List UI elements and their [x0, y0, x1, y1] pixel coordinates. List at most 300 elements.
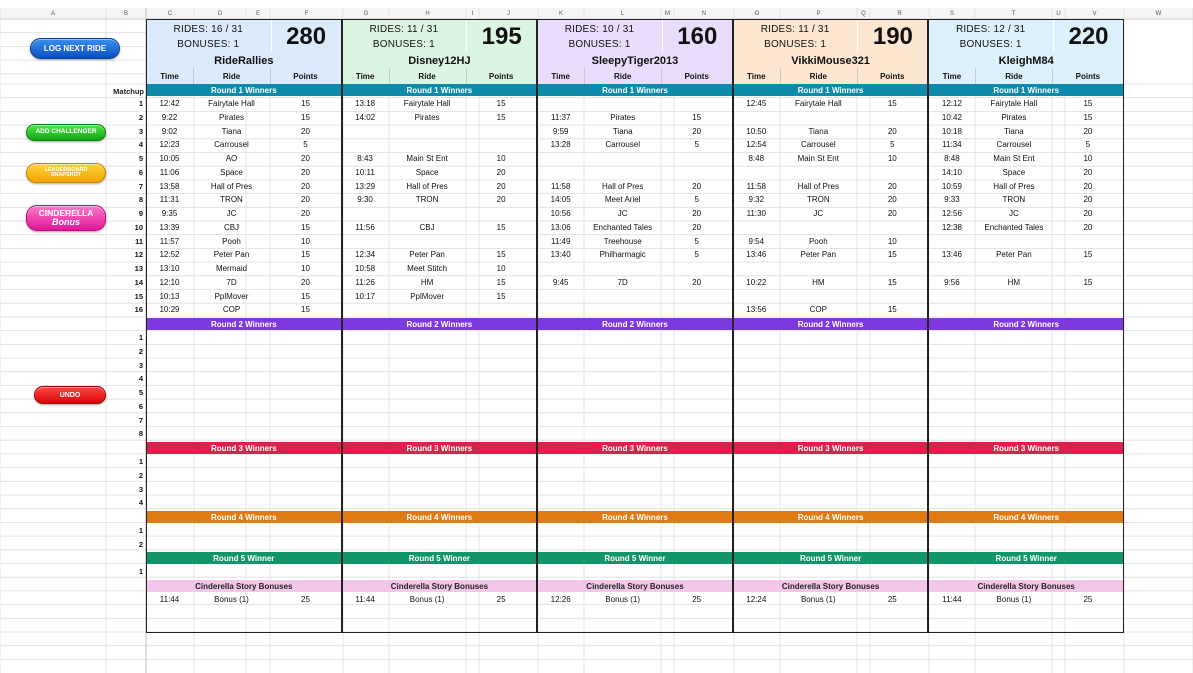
entry-ride: Main St Ent — [406, 154, 448, 163]
entry-time: 9:35 — [161, 209, 178, 218]
matchup-number: 3 — [138, 484, 143, 494]
entry-time: 11:49 — [550, 236, 571, 246]
entry-time: 10:17 — [355, 291, 376, 301]
entry-time: 9:22 — [161, 112, 178, 122]
log-next-ride-label: LOG NEXT RIDE — [43, 43, 107, 53]
entry-ride: JC — [226, 209, 237, 218]
entry-time: 13:46 — [746, 250, 767, 260]
entry-points: 20 — [887, 209, 897, 218]
subheader-divider — [661, 68, 662, 84]
entry-ride: 7D — [226, 277, 237, 287]
round-band-r2: Round 2 Winners — [733, 318, 929, 330]
entry-ride: Peter Pan — [409, 250, 445, 260]
entry-ride: Carrousel — [800, 140, 836, 150]
round-band-r4: Round 4 Winners — [733, 511, 929, 523]
column-header-i[interactable]: I — [471, 11, 474, 17]
round-band-r3: Round 3 Winners — [342, 442, 538, 454]
matchup-number: 9 — [138, 209, 143, 218]
bonus-ride: Bonus (1) — [409, 595, 445, 604]
entry-time: 8:43 — [357, 154, 373, 163]
round-band-r4: Round 4 Winners — [342, 511, 538, 523]
bonus-points: 25 — [887, 595, 897, 604]
entry-points: 15 — [496, 99, 506, 108]
entry-points: 20 — [301, 277, 310, 287]
entry-ride: Enchanted Tales — [593, 222, 653, 232]
subheader-ride: Ride — [1005, 71, 1023, 81]
entry-points: 15 — [496, 250, 506, 260]
column-header-l[interactable]: L — [620, 11, 625, 17]
bonus-ride: Bonus (1) — [214, 595, 249, 604]
entry-points: 20 — [496, 167, 506, 177]
entry-time: 9:33 — [944, 195, 960, 205]
bonuses-count: BONUSES: 1 — [764, 38, 827, 50]
column-header-c[interactable]: C — [167, 11, 173, 17]
entry-points: 10 — [496, 264, 506, 273]
cinderella-label: CINDERELLA — [38, 208, 94, 219]
entry-points: 15 — [1083, 112, 1093, 122]
round-band-r4: Round 4 Winners — [928, 511, 1124, 523]
player-score: 280 — [286, 22, 327, 50]
entry-time: 12:38 — [941, 222, 962, 232]
entry-points: 20 — [692, 222, 702, 232]
entry-time: 8:48 — [944, 154, 960, 163]
player-score: 220 — [1068, 22, 1109, 50]
entry-ride: Fairytale Hall — [794, 99, 842, 108]
entry-time: 11:57 — [159, 236, 180, 246]
column-header-r[interactable]: R — [897, 11, 902, 17]
bonus-time: 12:24 — [746, 595, 767, 604]
matchup-number: 1 — [138, 567, 143, 576]
entry-time: 13:18 — [355, 99, 376, 108]
entry-points: 10 — [496, 154, 506, 163]
entry-ride: COP — [809, 305, 827, 315]
entry-time: 13:39 — [159, 222, 180, 232]
add-challenger-button[interactable] — [26, 124, 106, 141]
matchup-number: 5 — [138, 388, 143, 397]
undo-button[interactable] — [34, 386, 106, 404]
add-challenger-label: ADD CHALLENGER — [35, 128, 97, 136]
entry-points: 20 — [1083, 167, 1093, 177]
entry-time: 12:34 — [355, 250, 376, 260]
entry-points: 5 — [694, 250, 699, 260]
entry-time: 9:30 — [357, 195, 373, 205]
subheader-divider — [1052, 68, 1053, 84]
entry-ride: Space — [1002, 167, 1026, 177]
entry-time: 9:45 — [552, 277, 569, 287]
bonus-points: 25 — [1083, 595, 1093, 604]
column-header-t[interactable]: T — [1011, 11, 1016, 17]
entry-points: 20 — [301, 126, 310, 136]
entry-time: 11:34 — [942, 140, 962, 150]
entry-ride: HM — [812, 277, 825, 287]
column-header-s[interactable]: S — [949, 11, 954, 17]
matchup-number: 6 — [138, 167, 143, 177]
entry-time: 10:05 — [159, 154, 180, 163]
matchup-number: 8 — [138, 195, 143, 205]
subheader-divider — [389, 68, 390, 84]
entry-time: 12:52 — [159, 250, 180, 260]
entry-time: 11:56 — [355, 222, 375, 232]
entry-points: 15 — [496, 112, 506, 122]
matchup-number: 2 — [138, 539, 143, 549]
entry-ride: Tiana — [808, 126, 829, 136]
matchup-number: 14 — [134, 277, 143, 287]
entry-time: 11:06 — [159, 167, 180, 177]
column-header-o[interactable]: O — [754, 11, 760, 17]
entry-ride: CBJ — [223, 222, 240, 232]
entry-ride: Philharmagic — [599, 250, 646, 260]
entry-time: 10:50 — [746, 126, 767, 136]
entry-points: 15 — [301, 99, 310, 108]
matchup-number: 4 — [138, 374, 143, 384]
matchup-number: 8 — [138, 429, 143, 439]
entry-time: 11:58 — [746, 181, 767, 191]
subheader-points: Points — [1075, 71, 1101, 81]
round-band-r3: Round 3 Winners — [537, 442, 733, 454]
entry-points: 20 — [1083, 126, 1093, 136]
entry-points: 20 — [1083, 209, 1093, 218]
subheader-divider — [857, 68, 858, 84]
matchup-number: 1 — [138, 526, 143, 535]
entry-points: 5 — [694, 195, 699, 205]
entry-ride: Tiana — [612, 126, 633, 136]
subheader-divider — [193, 68, 194, 84]
entry-points: 15 — [1083, 277, 1093, 287]
matchup-number: 10 — [134, 222, 143, 232]
column-header-n[interactable]: N — [701, 11, 707, 17]
entry-ride: Enchanted Tales — [984, 222, 1044, 232]
matchup-number: 12 — [134, 250, 143, 260]
subheader-time: Time — [160, 71, 179, 81]
subheader-points: Points — [293, 71, 318, 81]
column-header-d[interactable]: D — [217, 11, 223, 17]
entry-points: 20 — [887, 195, 897, 205]
entry-points: 15 — [1083, 250, 1093, 260]
player-name: Disney12HJ — [408, 54, 471, 67]
entry-points: 20 — [301, 195, 310, 205]
subheader-divider — [975, 68, 976, 84]
entry-time: 10:18 — [941, 126, 962, 136]
column-header-v[interactable]: V — [1092, 11, 1097, 17]
column-header-b[interactable]: B — [123, 11, 128, 17]
entry-time: 9:56 — [944, 277, 960, 287]
entry-time: 10:59 — [941, 181, 962, 191]
entry-ride: 7D — [617, 277, 628, 287]
subheader-ride: Ride — [418, 71, 436, 81]
entry-ride: Mermaid — [215, 264, 248, 273]
entry-time: 11:37 — [550, 112, 571, 122]
entry-time: 10:56 — [550, 209, 571, 218]
matchup-number: 3 — [138, 126, 143, 136]
player-name: RideRallies — [214, 54, 274, 67]
player-name: VikkiMouse321 — [791, 54, 870, 67]
entry-ride: CBJ — [419, 222, 435, 232]
bonus-time: 11:44 — [942, 595, 962, 604]
entry-ride: Main St Ent — [797, 154, 839, 163]
entry-time: 12:45 — [746, 99, 767, 108]
player-score: 190 — [872, 22, 913, 50]
column-header-e[interactable]: E — [255, 11, 260, 17]
matchup-number: 13 — [134, 264, 143, 273]
entry-time: 10:58 — [355, 264, 376, 273]
matchup-number: 11 — [135, 236, 143, 246]
entry-ride: TRON — [1002, 195, 1026, 205]
entry-points: 20 — [692, 181, 702, 191]
round-band-r5: Round 5 Winner — [733, 552, 929, 564]
entry-points: 20 — [1083, 181, 1093, 191]
bonuses-count: BONUSES: 1 — [959, 38, 1022, 50]
column-header-j[interactable]: J — [507, 11, 510, 17]
entry-time: 12:23 — [159, 140, 180, 150]
entry-points: 20 — [301, 181, 310, 191]
entry-ride: Carrousel — [214, 140, 249, 150]
bonus-time: 11:44 — [159, 595, 180, 604]
bonus-points: 25 — [692, 595, 702, 604]
entry-points: 20 — [496, 195, 506, 205]
round-band-bonus: Cinderella Story Bonuses — [537, 580, 733, 592]
entry-time: 11:31 — [159, 195, 180, 205]
rides-count: RIDES: 10 / 31 — [564, 23, 635, 35]
bonuses-count: BONUSES: 1 — [372, 38, 435, 50]
entry-ride: Treehouse — [603, 236, 642, 246]
entry-points: 20 — [692, 209, 702, 218]
cinderella-bonus-button[interactable] — [26, 205, 106, 231]
entry-ride: Hall of Pres — [406, 181, 448, 191]
entry-time: 13:58 — [159, 181, 180, 191]
entry-time: 10:42 — [941, 112, 962, 122]
round-band-bonus: Cinderella Story Bonuses — [928, 580, 1124, 592]
bonus-points: 25 — [301, 595, 310, 604]
entry-ride: Pirates — [610, 112, 636, 122]
entry-points: 15 — [1083, 99, 1093, 108]
entry-time: 12:12 — [941, 99, 962, 108]
matchup-number: 5 — [138, 154, 143, 163]
round-band-r5: Round 5 Winner — [342, 552, 538, 564]
entry-ride: JC — [813, 209, 824, 218]
entry-ride: Hall of Pres — [602, 181, 644, 191]
matchup-number: 6 — [138, 401, 143, 411]
matchup-label: Matchup — [113, 86, 144, 96]
entry-points: 20 — [301, 167, 310, 177]
column-header-u[interactable]: U — [1056, 11, 1061, 17]
subheader-ride: Ride — [222, 71, 241, 81]
round-band-r3: Round 3 Winners — [733, 442, 929, 454]
subheader-points: Points — [684, 71, 709, 81]
entry-points: 20 — [301, 154, 310, 163]
round-band-bonus: Cinderella Story Bonuses — [733, 580, 929, 592]
column-header-g[interactable]: G — [363, 11, 369, 17]
round-band-r4: Round 4 Winners — [537, 511, 733, 523]
column-header-w[interactable]: W — [1155, 11, 1162, 17]
round-band-r1: Round 1 Winners — [146, 84, 342, 96]
entry-ride: HM — [420, 277, 434, 287]
bonus-ride: Bonus (1) — [800, 595, 836, 604]
entry-points: 5 — [890, 140, 895, 150]
bonuses-count: BONUSES: 1 — [568, 38, 631, 50]
entry-ride: Carrousel — [605, 140, 641, 150]
entry-time: 9:59 — [552, 126, 569, 136]
entry-points: 10 — [301, 264, 310, 273]
log-next-ride-button[interactable] — [30, 38, 120, 59]
subheader-divider — [270, 68, 271, 84]
matchup-number: 2 — [138, 346, 143, 356]
entry-time: 10:29 — [159, 305, 180, 315]
bonus-label: Bonus — [52, 216, 80, 227]
entry-time: 10:22 — [746, 277, 767, 287]
entry-ride: Fairytale Hall — [403, 99, 451, 108]
entry-points: 10 — [301, 236, 310, 246]
entry-points: 15 — [496, 277, 506, 287]
round-band-r4: Round 4 Winners — [146, 511, 342, 523]
entry-ride: Peter Pan — [996, 250, 1032, 260]
entry-points: 15 — [301, 250, 310, 260]
entry-ride: Fairytale Hall — [990, 99, 1038, 108]
entry-points: 20 — [301, 209, 310, 218]
matchup-number: 7 — [138, 181, 143, 191]
entry-ride: Meet Ariel — [604, 195, 641, 205]
bonus-points: 25 — [496, 595, 506, 604]
round-band-r5: Round 5 Winner — [537, 552, 733, 564]
entry-ride: Space — [415, 167, 439, 177]
player-name: SleepyTiger2013 — [591, 54, 679, 67]
player-score: 195 — [481, 22, 522, 50]
bonus-time: 11:44 — [355, 595, 375, 604]
matchup-number: 16 — [134, 305, 143, 315]
matchup-number: 1 — [138, 457, 143, 466]
matchup-number: 3 — [138, 360, 143, 370]
entry-time: 9:54 — [748, 236, 765, 246]
entry-points: 5 — [303, 140, 308, 150]
entry-ride: Main St Ent — [993, 154, 1035, 163]
entry-points: 15 — [887, 305, 897, 315]
entry-ride: Fairytale Hall — [208, 99, 255, 108]
entry-ride: Carrousel — [996, 140, 1032, 150]
rides-count: RIDES: 11 / 31 — [760, 23, 830, 35]
entry-points: 5 — [694, 236, 699, 246]
entry-points: 15 — [496, 291, 506, 301]
matchup-number: 7 — [138, 415, 143, 425]
entry-ride: Space — [220, 167, 243, 177]
bonuses-count: BONUSES: 1 — [177, 38, 240, 50]
entry-points: 15 — [887, 250, 897, 260]
round-band-r1: Round 1 Winners — [928, 84, 1124, 96]
entry-ride: HM — [1007, 277, 1021, 287]
entry-ride: Meet Stitch — [407, 264, 448, 273]
rides-count: RIDES: 12 / 31 — [955, 23, 1026, 35]
entry-time: 11:30 — [746, 209, 767, 218]
entry-points: 10 — [1083, 154, 1093, 163]
entry-time: 9:02 — [161, 126, 178, 136]
entry-time: 8:48 — [748, 154, 765, 163]
round-band-r3: Round 3 Winners — [928, 442, 1124, 454]
round-band-r2: Round 2 Winners — [146, 318, 342, 330]
entry-ride: TRON — [415, 195, 439, 205]
subheader-time: Time — [551, 71, 570, 81]
entry-time: 12:56 — [941, 209, 962, 218]
rides-count: RIDES: 11 / 31 — [369, 23, 439, 35]
column-header-k[interactable]: K — [558, 11, 563, 17]
entry-points: 10 — [887, 236, 897, 246]
entry-time: 13:06 — [550, 222, 571, 232]
entry-ride: JC — [1009, 209, 1019, 218]
entry-points: 20 — [1083, 195, 1093, 205]
entry-ride: Hall of Pres — [797, 181, 839, 191]
entry-time: 11:26 — [355, 277, 375, 287]
subheader-points: Points — [488, 71, 514, 81]
matchup-number: 2 — [138, 112, 143, 122]
matchup-number: 4 — [138, 140, 143, 150]
subheader-divider — [584, 68, 585, 84]
entry-time: 10:11 — [355, 167, 375, 177]
rides-count: RIDES: 16 / 31 — [173, 23, 244, 35]
entry-points: 15 — [887, 277, 897, 287]
bonus-ride: Bonus (1) — [605, 595, 641, 604]
entry-points: 15 — [496, 222, 506, 232]
subheader-ride: Ride — [809, 71, 827, 81]
entry-time: 9:32 — [748, 195, 765, 205]
column-header-m[interactable]: M — [665, 11, 670, 17]
round-band-r1: Round 1 Winners — [342, 84, 538, 96]
subheader-divider — [780, 68, 781, 84]
entry-points: 15 — [301, 222, 310, 232]
entry-time: 13:46 — [941, 250, 962, 260]
entry-points: 20 — [496, 181, 506, 191]
column-header-p[interactable]: P — [816, 11, 821, 17]
entry-points: 10 — [887, 154, 897, 163]
entry-time: 14:10 — [941, 167, 962, 177]
entry-points: 20 — [887, 181, 897, 191]
round-band-r5: Round 5 Winner — [146, 552, 342, 564]
entry-ride: PplMover — [410, 291, 444, 301]
entry-time: 13:40 — [550, 250, 571, 260]
entry-ride: Pirates — [1001, 112, 1027, 122]
round-band-bonus: Cinderella Story Bonuses — [342, 580, 538, 592]
round-band-r2: Round 2 Winners — [928, 318, 1124, 330]
entry-points: 15 — [692, 112, 702, 122]
entry-points: 15 — [301, 291, 310, 301]
player-score: 160 — [677, 22, 718, 50]
entry-ride: TRON — [806, 195, 830, 205]
entry-time: 14:02 — [355, 112, 376, 122]
entry-time: 14:05 — [550, 195, 571, 205]
column-header-h[interactable]: H — [425, 11, 430, 17]
entry-ride: AO — [225, 154, 238, 163]
column-header-f[interactable]: F — [304, 11, 309, 17]
subheader-ride: Ride — [614, 71, 632, 81]
matchup-number: 1 — [138, 99, 143, 108]
entry-ride: Pirates — [414, 112, 440, 122]
entry-time: 13:56 — [746, 305, 767, 315]
entry-ride: Pooh — [808, 236, 828, 246]
entry-ride: Peter Pan — [213, 250, 250, 260]
entry-time: 13:29 — [355, 181, 376, 191]
column-header-q[interactable]: Q — [861, 11, 866, 17]
round-band-r1: Round 1 Winners — [537, 84, 733, 96]
matchup-number: 2 — [138, 470, 143, 480]
leaderboard-snapshot-button[interactable] — [26, 163, 106, 183]
round-band-r3: Round 3 Winners — [146, 442, 342, 454]
entry-time: 12:54 — [746, 140, 767, 150]
column-header-a[interactable]: A — [50, 11, 55, 17]
entry-ride: Pooh — [222, 236, 241, 246]
matchup-number: 15 — [134, 291, 143, 301]
subheader-time: Time — [355, 71, 375, 81]
matchup-number: 1 — [138, 333, 143, 342]
round-band-r5: Round 5 Winner — [928, 552, 1124, 564]
entry-points: 15 — [887, 99, 897, 108]
undo-label: UNDO — [59, 391, 81, 399]
entry-ride: Peter Pan — [800, 250, 837, 260]
